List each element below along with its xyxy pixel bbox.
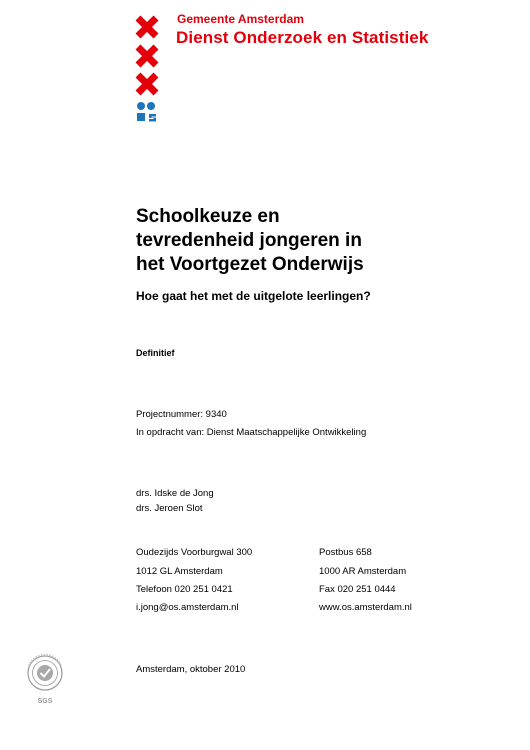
author-name: drs. Jeroen Slot [136,503,203,514]
os-logo-icon [136,101,158,123]
title-line: het Voortgezet Onderwijs [136,254,364,275]
organisation-name: Gemeente Amsterdam [177,12,304,26]
seal-label: SGS [37,698,53,705]
po-box-postal-code: 1000 AR Amsterdam [319,566,407,577]
place-and-date: Amsterdam, oktober 2010 [136,664,246,675]
title-line: Schoolkeuze en [136,206,280,227]
document-subtitle: Hoe gaat het met de uitgelote leerlingen? [136,289,371,303]
document-status: Definitief [136,348,175,358]
author-name: drs. Idske de Jong [136,488,214,499]
amsterdam-cross-icon [134,43,160,69]
postal-code-city: 1012 GL Amsterdam [136,566,223,577]
amsterdam-cross-icon [134,71,160,97]
po-box: Postbus 658 [319,547,372,558]
phone-number: Telefoon 020 251 0421 [136,584,233,595]
website-link[interactable]: www.os.amsterdam.nl [319,602,412,613]
department-name: Dienst Onderzoek en Statistiek [176,28,429,47]
fax-number: Fax 020 251 0444 [319,584,396,595]
certification-seal-icon [26,652,64,706]
email-link[interactable]: i.jong@os.amsterdam.nl [136,602,239,613]
commissioned-by: In opdracht van: Dienst Maatschappelijke Ontwikkeling [136,427,367,438]
project-number: Projectnummer: 9340 [136,409,227,420]
street-address: Oudezijds Voorburgwal 300 [136,547,253,558]
document-title [136,205,436,277]
amsterdam-cross-icon [134,14,160,40]
title-line: tevredenheid jongeren in [136,230,362,251]
